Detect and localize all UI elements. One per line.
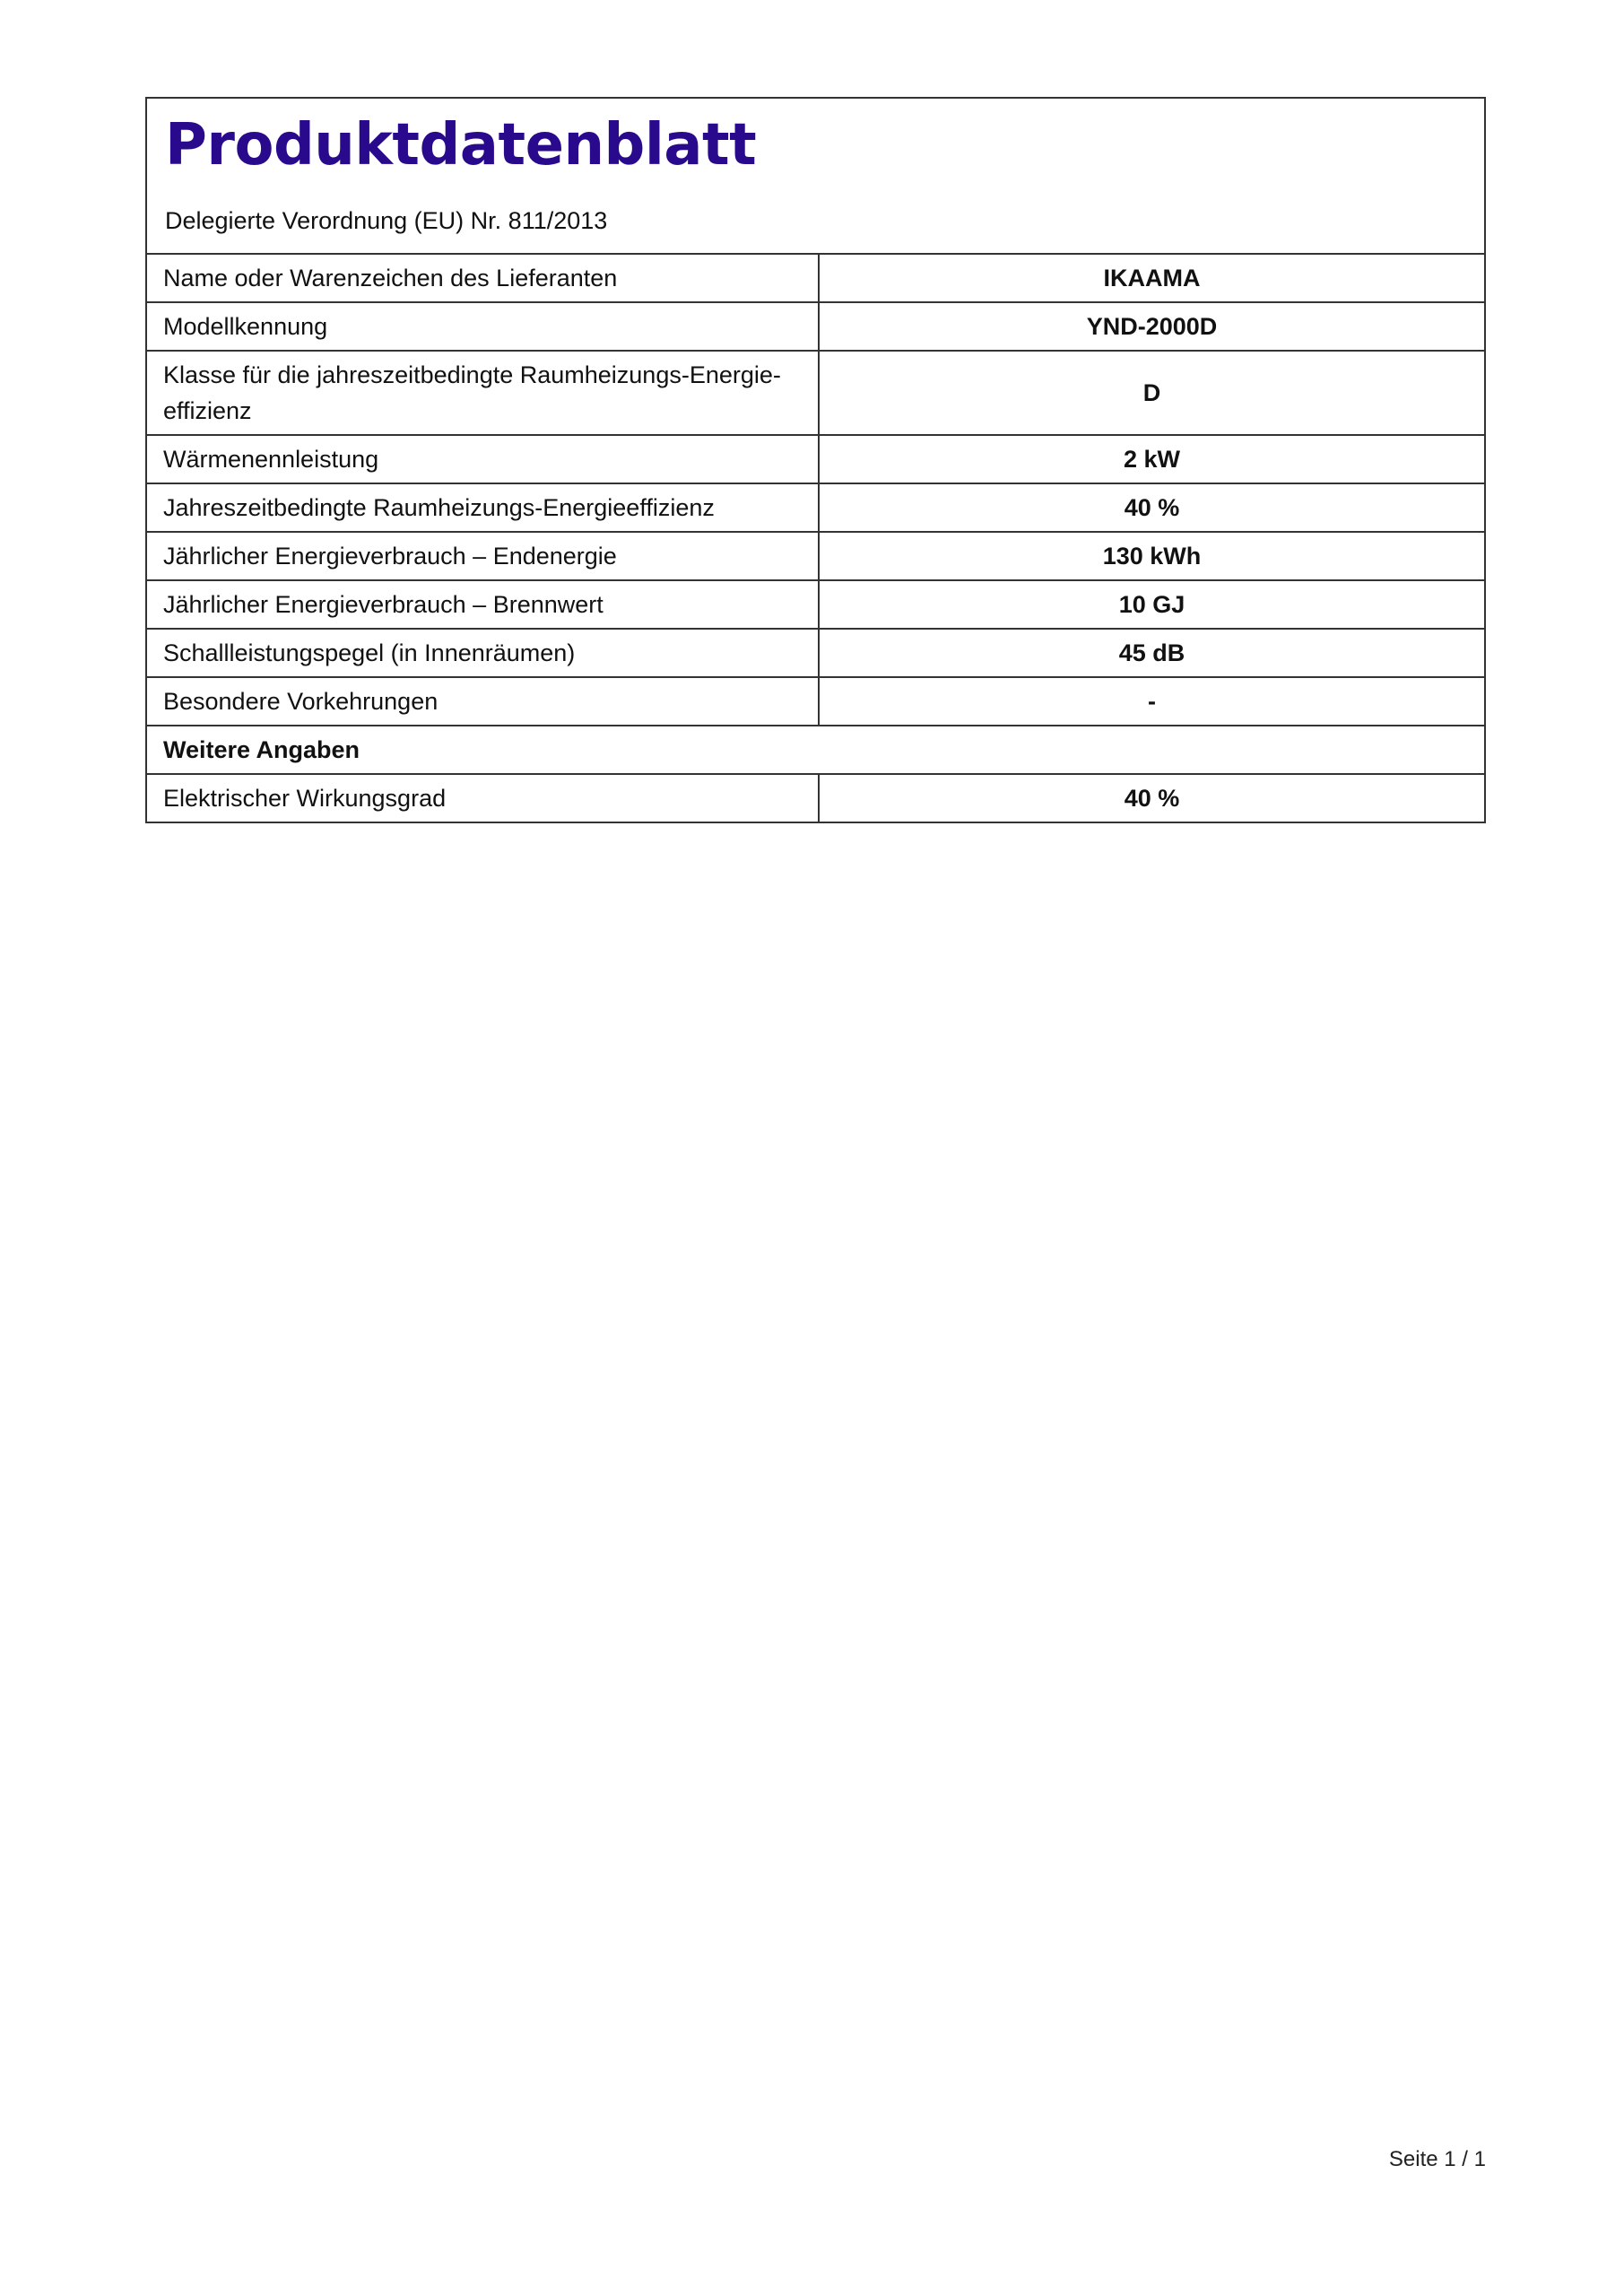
table-row: [147, 255, 1484, 302]
table-row: [147, 629, 1484, 677]
row-value: 2 kW: [819, 435, 1484, 483]
row-value: D: [819, 351, 1484, 435]
row-label: Wärmenennleistung: [147, 435, 819, 483]
row-value: IKAAMA: [1103, 265, 1201, 291]
table-row: [147, 677, 1484, 726]
row-value: 10 GJ: [819, 580, 1484, 629]
document-title: Produktdatenblatt: [165, 112, 757, 178]
table-row: [147, 774, 1484, 822]
row-label: Elektrischer Wirkungsgrad: [147, 774, 819, 822]
row-label: Jahreszeitbedingte Raumheizungs-Energieeffizienz: [147, 483, 819, 532]
row-value: YND-2000D: [819, 302, 1484, 351]
table-row: [147, 435, 1484, 483]
regulation-subtitle: Delegierte Verordnung (EU) Nr. 811/2013: [165, 207, 608, 234]
table-row: [147, 580, 1484, 629]
row-label: Jährlicher Energieverbrauch – Endenergie: [147, 532, 819, 580]
section-heading: Weitere Angaben: [147, 726, 1484, 774]
sheet-header: [147, 99, 1484, 255]
table-row: [147, 532, 1484, 580]
product-data-table: [147, 255, 1484, 822]
row-value: 40 %: [819, 483, 1484, 532]
table-row: [147, 302, 1484, 351]
product-data-sheet: [145, 97, 1486, 823]
row-label: Jährlicher Energieverbrauch – Brennwert: [147, 580, 819, 629]
section-header-row: [147, 726, 1484, 774]
row-label: Besondere Vorkehrungen: [147, 677, 819, 726]
row-label: Klasse für die jahreszeitbedingte Raumheizungs-Energie-effizienz: [147, 351, 819, 435]
row-label: Name oder Warenzeichen des Lieferanten: [147, 255, 819, 302]
table-row: [147, 351, 1484, 435]
page-number: Seite 1 / 1: [1388, 2147, 1486, 2171]
row-value: -: [819, 677, 1484, 726]
row-label: Schallleistungspegel (in Innenräumen): [147, 629, 819, 677]
row-value: 45 dB: [819, 629, 1484, 677]
row-value: 130 kWh: [819, 532, 1484, 580]
table-row: [147, 483, 1484, 532]
row-label: Modellkennung: [147, 302, 819, 351]
row-value: 40 %: [819, 774, 1484, 822]
